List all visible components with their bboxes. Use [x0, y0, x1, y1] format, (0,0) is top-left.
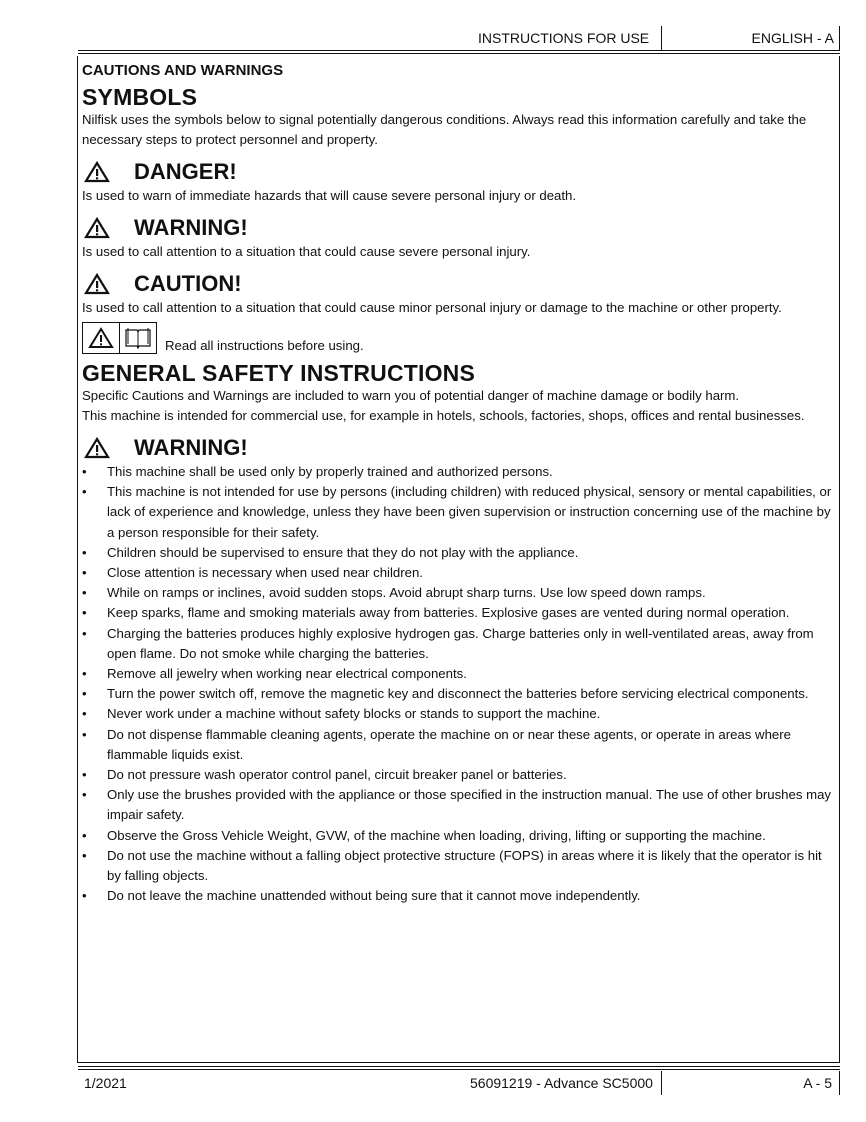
footer-rule-double: [78, 1069, 840, 1070]
footer-document-id: 56091219 - Advance SC5000: [470, 1075, 653, 1091]
general-intro-line-2: This machine is intended for commercial use, for example in hotels, schools, factories, shops, offices and rental businesses.: [82, 408, 805, 423]
header-rule-double: [78, 53, 840, 54]
list-item: • Children should be supervised to ensure that they do not play with the appliance.: [82, 543, 834, 563]
header-title: INSTRUCTIONS FOR USE: [478, 30, 650, 46]
list-item: • Do not dispense flammable cleaning agents, operate the machine on or near these agents, or operate in areas where flammable liquids exist.: [82, 725, 834, 765]
warning-signal: [82, 214, 834, 242]
page-header: [78, 26, 840, 52]
caution-label: CAUTION!: [134, 271, 242, 296]
header-right-edge: [839, 26, 840, 50]
list-item: • Charging the batteries produces highly explosive hydrogen gas. Charge batteries only in well-ventilated areas, away from open flame. Do not smoke while charging the batteries.: [82, 624, 834, 664]
general-intro-line-1: Specific Cautions and Warnings are included to warn you of potential danger of machine damage or bodily harm.: [82, 388, 740, 403]
general-warning-signal: [82, 434, 834, 462]
header-language: ENGLISH - A: [751, 30, 834, 46]
warning-triangle-icon: [84, 161, 110, 183]
list-item: • This machine is not intended for use by persons (including children) with reduced physical, sensory or mental capabilities, or lack of experience and knowledge, unless they have been given supervision or instruction concerning use of the machine by a person responsible for their safety.: [82, 482, 834, 543]
warning-text: Is used to call attention to a situation that could cause severe personal injury.: [82, 244, 531, 259]
section-label: CAUTIONS AND WARNINGS: [82, 62, 284, 79]
footer-page-number: A - 5: [803, 1075, 832, 1091]
header-divider: [661, 26, 662, 50]
read-instructions-text: Read all instructions before using.: [165, 338, 364, 353]
header-rule: [78, 50, 840, 51]
page-footer: [78, 1066, 840, 1096]
list-item: • Only use the brushes provided with the appliance or those specified in the instruction manual. The use of other brushes may impair safety.: [82, 785, 834, 825]
warning-label: WARNING!: [134, 215, 248, 240]
warning-triangle-icon: [84, 437, 110, 459]
footer-right-edge: [839, 1071, 840, 1095]
list-item: • Turn the power switch off, remove the magnetic key and disconnect the batteries before servicing electrical components.: [82, 684, 834, 704]
list-item: • Do not use the machine without a falling object protective structure (FOPS) in areas where it is likely that the operator is hit by falling objects.: [82, 846, 834, 886]
danger-signal: [82, 158, 834, 186]
list-item: • Keep sparks, flame and smoking materials away from batteries. Explosive gases are vented during normal operation.: [82, 603, 834, 623]
list-item: • Do not leave the machine unattended without being sure that it cannot move independently.: [82, 886, 834, 906]
caution-text: Is used to call attention to a situation that could cause minor personal injury or damage to the machine or other property.: [82, 300, 782, 315]
list-item: • Observe the Gross Vehicle Weight, GVW, of the machine when loading, driving, lifting or supporting the machine.: [82, 826, 834, 846]
symbols-intro: Nilfisk uses the symbols below to signal potentially dangerous conditions. Always read this information carefully and take the necessary steps to protect personnel and property.: [82, 112, 807, 147]
list-item: • Never work under a machine without safety blocks or stands to support the machine.: [82, 704, 834, 724]
read-instructions-row: [82, 320, 834, 354]
list-item: • This machine shall be used only by properly trained and authorized persons.: [82, 462, 834, 482]
caution-signal: [82, 270, 834, 298]
safety-instructions-list: [82, 462, 834, 906]
footer-rule: [78, 1066, 840, 1067]
danger-text: Is used to warn of immediate hazards that will cause severe personal injury or death.: [82, 188, 577, 203]
list-item: • Do not pressure wash operator control panel, circuit breaker panel or batteries.: [82, 765, 834, 785]
list-item: • Remove all jewelry when working near electrical components.: [82, 664, 834, 684]
list-item: • Close attention is necessary when used near children.: [82, 563, 834, 583]
footer-divider: [661, 1071, 662, 1095]
page-content: [82, 60, 834, 906]
warning-triangle-icon: [84, 217, 110, 239]
danger-label: DANGER!: [134, 159, 237, 184]
warning-triangle-icon: [84, 273, 110, 295]
general-safety-heading: GENERAL SAFETY INSTRUCTIONS: [82, 360, 476, 386]
footer-date: 1/2021: [84, 1075, 127, 1091]
symbols-heading: SYMBOLS: [82, 84, 198, 110]
list-item: • While on ramps or inclines, avoid sudden stops. Avoid abrupt sharp turns. Use low speed down ramps.: [82, 583, 834, 603]
warning-triangle-icon: [83, 323, 119, 353]
general-warning-label: WARNING!: [134, 435, 248, 460]
read-instructions-symbol: [82, 322, 157, 354]
manual-book-icon: [119, 323, 156, 353]
